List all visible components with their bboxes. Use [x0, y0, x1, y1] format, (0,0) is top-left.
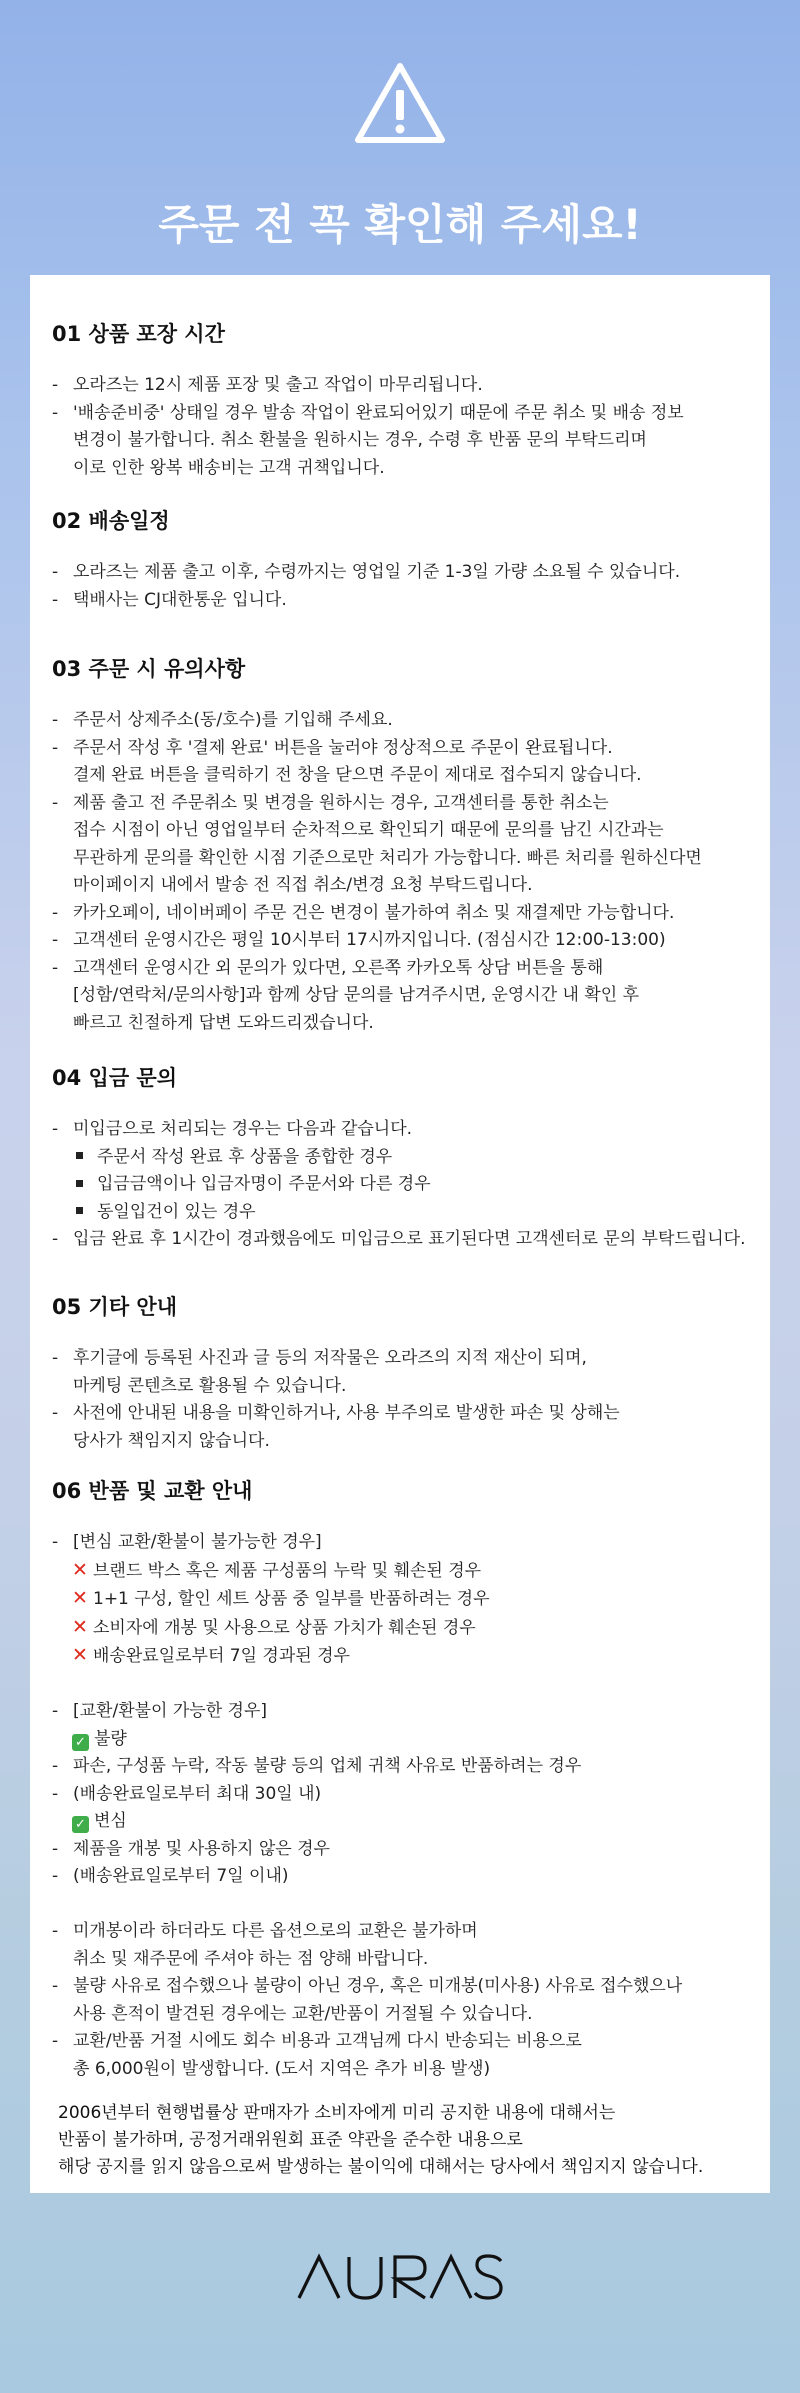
section-deposit-inquiry: [52, 1062, 762, 1254]
list-item: - 불량 사유로 접수했으나 불량이 아닌 경우, 혹은 미개봉(미사용) 사유로 접수했으나: [52, 1976, 683, 1996]
list-item: - 입금 완료 후 1시간이 경과했음에도 미입금으로 표기된다면 고객센터로 문의 부탁드립니다.: [52, 1229, 746, 1249]
list-item: - '배송준비중' 상태일 경우 발송 작업이 완료되어있기 때문에 주문 취소 및 배송 정보: [52, 402, 684, 423]
list-item-continued: 변경이 불가합니다. 취소 환불을 원하시는 경우, 수령 후 반품 문의 부탁드리며: [73, 430, 647, 450]
section-title: 05 기타 안내: [52, 1295, 177, 1319]
list-item: - 교환/반품 거절 시에도 회수 비용과 고객님께 다시 반송되는 비용으로: [52, 2031, 582, 2051]
section-title: 03 주문 시 유의사항: [52, 657, 246, 681]
list-item-not-allowed: ✕ 브랜드 박스 혹은 제품 구성품의 누락 및 훼손된 경우: [52, 1557, 762, 1586]
list-item-continued: 결제 완료 버튼을 클릭하기 전 창을 닫으면 주문이 제대로 접수되지 않습니다.: [73, 765, 642, 785]
list-item-not-allowed: ✕ 1+1 구성, 할인 세트 상품 중 일부를 반품하려는 경우: [52, 1585, 762, 1614]
list-item-allowed: ✓ 변심: [52, 1808, 762, 1836]
bullet-icon: [76, 1207, 83, 1214]
list-item-continued: 무관하게 문의를 확인한 시점 기준으로만 처리가 가능합니다. 빠른 처리를 원하신다면: [73, 847, 702, 868]
section-title: 04 입금 문의: [52, 1066, 177, 1090]
list-item: - 오라즈는 제품 출고 이후, 수령까지는 영업일 기준 1-3일 가량 소요될 수 있습니다.: [52, 562, 681, 582]
sub-list-item: 동일입건이 있는 경우: [52, 1199, 762, 1227]
list-item-continued: [성함/연락처/문의사항]과 함께 상담 문의를 남겨주시면, 운영시간 내 확인 후: [73, 985, 640, 1005]
section-return-exchange: [52, 1475, 762, 2083]
section-delivery-schedule: [52, 505, 762, 614]
section-order-precautions: [52, 653, 762, 1037]
section-title: 01 상품 포장 시간: [52, 322, 225, 346]
check-mark-icon: ✓: [72, 1734, 89, 1751]
page-title: 주문 전 꼭 확인해 주세요!: [158, 200, 642, 249]
list-item: - 주문서 상제주소(동/호수)를 기입해 주세요.: [52, 710, 393, 730]
list-item: - (배송완료일로부터 7일 이내): [52, 1866, 289, 1886]
list-item: - 사전에 안내된 내용을 미확인하거나, 사용 부주의로 발생한 파손 및 상해는: [52, 1403, 620, 1423]
auras-logo: [297, 2253, 503, 2301]
warning-triangle-icon: [352, 60, 448, 146]
bullet-icon: [76, 1180, 83, 1187]
list-item: - [변심 교환/환불이 불가능한 경우]: [52, 1532, 322, 1552]
section-packing-time: [52, 318, 762, 482]
list-item-continued: 이로 인한 왕복 배송비는 고객 귀책입니다.: [73, 457, 385, 478]
list-item-continued: 접수 시점이 아닌 영업일부터 순차적으로 확인되기 때문에 문의를 남긴 시간과는: [73, 820, 664, 840]
notice-line: 반품이 불가하며, 공정거래위원회 표준 약관을 준수한 내용으로: [58, 2130, 523, 2150]
list-item-not-allowed: ✕ 배송완료일로부터 7일 경과된 경우: [52, 1642, 762, 1671]
list-item: - 고객센터 운영시간은 평일 10시부터 17시까지입니다. (점심시간 12:00-13:00): [52, 930, 666, 950]
cross-mark-icon: ✕: [72, 1587, 88, 1609]
cross-mark-icon: ✕: [72, 1644, 88, 1666]
list-item-continued: 취소 및 재주문에 주셔야 하는 점 양해 바랍니다.: [73, 1948, 429, 1969]
section-title: 06 반품 및 교환 안내: [52, 1479, 253, 1503]
list-item-continued: 당사가 책임지지 않습니다.: [73, 1430, 270, 1451]
hero-banner: [0, 0, 800, 275]
list-item: - 오라즈는 12시 제품 포장 및 출고 작업이 마무리됩니다.: [52, 375, 483, 395]
list-item: - 파손, 구성품 누락, 작동 불량 등의 업체 귀책 사유로 반품하려는 경우: [52, 1756, 582, 1776]
list-item: - 미입금으로 처리되는 경우는 다음과 같습니다.: [52, 1119, 413, 1139]
bullet-icon: [76, 1152, 83, 1159]
cross-mark-icon: ✕: [72, 1615, 88, 1638]
list-item: - 택배사는 CJ대한통운 입니다.: [52, 589, 287, 610]
section-title: 02 배송일정: [52, 509, 170, 533]
list-item: - (배송완료일로부터 최대 30일 내): [52, 1783, 322, 1804]
list-item: - 후기글에 등록된 사진과 글 등의 저작물은 오라즈의 지적 재산이 되며,: [52, 1348, 587, 1368]
list-item-continued: 마케팅 콘텐츠로 활용될 수 있습니다.: [73, 1375, 347, 1396]
notice-line: 해당 공지를 읽지 않음으로써 발생하는 불이익에 대해서는 당사에서 책임지지 않습니다.: [58, 2157, 704, 2177]
list-item: - [교환/환불이 가능한 경우]: [52, 1701, 268, 1721]
section-other-info: [52, 1291, 762, 1455]
list-item-continued: 총 6,000원이 발생합니다. (도서 지역은 추가 비용 발생): [73, 2058, 491, 2079]
check-mark-icon: ✓: [72, 1816, 89, 1833]
list-item-continued: 사용 흔적이 발견된 경우에는 교환/반품이 거절될 수 있습니다.: [73, 2003, 533, 2024]
list-item: - 제품을 개봉 및 사용하지 않은 경우: [52, 1838, 330, 1859]
list-item-not-allowed: ✕ 소비자에 개봉 및 사용으로 상품 가치가 훼손된 경우: [52, 1614, 762, 1643]
list-item-continued: 마이페이지 내에서 발송 전 직접 취소/변경 요청 부탁드립니다.: [73, 875, 533, 895]
cross-mark-icon: ✕: [72, 1558, 88, 1581]
list-item: - 고객센터 운영시간 외 문의가 있다면, 오른쪽 카카오톡 상담 버튼을 통해: [52, 957, 604, 978]
list-item: - 미개봉이라 하더라도 다른 옵션으로의 교환은 불가하며: [52, 1921, 478, 1941]
notice-line: 2006년부터 현행법률상 판매자가 소비자에게 미리 공지한 내용에 대해서는: [58, 2103, 616, 2123]
sub-list-item: 주문서 작성 완료 후 상품을 종합한 경우: [52, 1144, 762, 1172]
list-item: - 주문서 작성 후 '결제 완료' 버튼을 눌러야 정상적으로 주문이 완료됩니다.: [52, 737, 613, 758]
notice-card: [30, 275, 770, 2193]
legal-notice: [58, 2100, 758, 2181]
list-item-allowed: ✓ 불량: [52, 1726, 762, 1754]
sub-list-item: 입금금액이나 입금자명이 주문서와 다른 경우: [52, 1171, 762, 1199]
list-item-continued: 빠르고 친절하게 답변 도와드리겠습니다.: [73, 1012, 374, 1033]
list-item: - 카카오페이, 네이버페이 주문 건은 변경이 불가하여 취소 및 재결제만 가능합니다.: [52, 902, 675, 923]
list-item: - 제품 출고 전 주문취소 및 변경을 원하시는 경우, 고객센터를 통한 취소는: [52, 792, 609, 813]
